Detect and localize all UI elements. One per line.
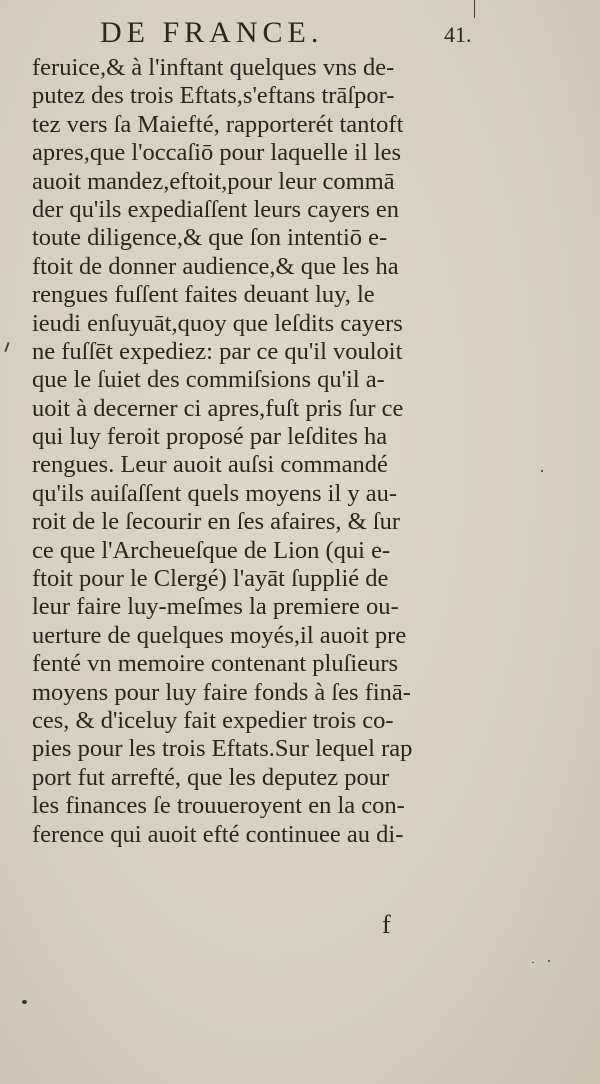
text-line: ftoit pour le Clergé) l'ayāt ſupplié de	[32, 565, 389, 593]
text-line: apres,que l'occaſiō pour laquelle il les	[32, 139, 402, 167]
text-line: que le ſuiet des commiſsions qu'il a-	[32, 366, 385, 394]
text-line: ce que l'Archeueſque de Lion (qui e-	[32, 536, 391, 564]
text-line: auoit mandez,eftoit,pour leur commā	[32, 167, 395, 195]
text-line: leur faire luy-meſmes la premiere ou-	[32, 593, 399, 621]
text-line: tez vers ſa Maiefté, rapporterét tantoft	[32, 110, 404, 138]
text-line: qui luy feroit proposé par leſdites ha	[32, 423, 388, 451]
running-head: DE FRANCE.	[100, 16, 324, 49]
top-edge-mark	[474, 0, 475, 18]
page-header	[0, 14, 600, 54]
text-line: rengues fuſſent faites deuant luy, le	[32, 281, 375, 309]
text-line: ference qui auoit efté continuee au di-	[32, 820, 404, 848]
text-line: feruice,& à l'inftant quelques vns de-	[32, 54, 395, 81]
ink-speck	[541, 470, 543, 472]
text-line: port fut arrefté, que les deputez pour	[32, 763, 390, 791]
ink-speck	[22, 1000, 27, 1004]
text-line: putez des trois Eftats,s'eftans trāſpor-	[32, 82, 395, 110]
text-line: toute diligence,& que ſon intentiō e-	[32, 224, 388, 252]
ink-speck	[548, 960, 550, 962]
text-line: der qu'ils expediaſſent leurs cayers en	[32, 195, 400, 223]
text-line: moyens pour luy faire fonds à ſes finā-	[32, 678, 411, 706]
text-line: pies pour les trois Eftats.Sur lequel rap	[32, 735, 413, 763]
folio-number: 41.	[444, 22, 472, 47]
text-line: ces, & d'iceluy fait expedier trois co-	[32, 706, 394, 734]
text-line: ne fuſſēt expediez: par ce qu'il vouloit	[32, 337, 403, 365]
text-line: ftoit de donner audience,& que les ha	[32, 252, 399, 280]
text-line: roit de le ſecourir en ſes afaires, & ſur	[32, 508, 401, 536]
text-block	[32, 54, 472, 849]
margin-mark	[4, 342, 9, 352]
text-line: uoit à decerner ci apres,fuſt pris ſur ce	[32, 394, 404, 422]
text-line: ieudi enſuyuāt,quoy que leſdits cayers	[32, 309, 403, 337]
text-line: les finances ſe trouueroyent en la con-	[32, 792, 405, 820]
text-line: qu'ils auiſaſſent quels moyens il y au-	[32, 479, 398, 507]
signature-mark: f	[382, 910, 391, 939]
text-line: fenté vn memoire contenant pluſieurs	[32, 650, 399, 678]
text-line: uerture de quelques moyés,il auoit pre	[32, 621, 407, 649]
text-line: rengues. Leur auoit auſsi commandé	[32, 451, 388, 479]
ink-speck	[532, 962, 534, 963]
